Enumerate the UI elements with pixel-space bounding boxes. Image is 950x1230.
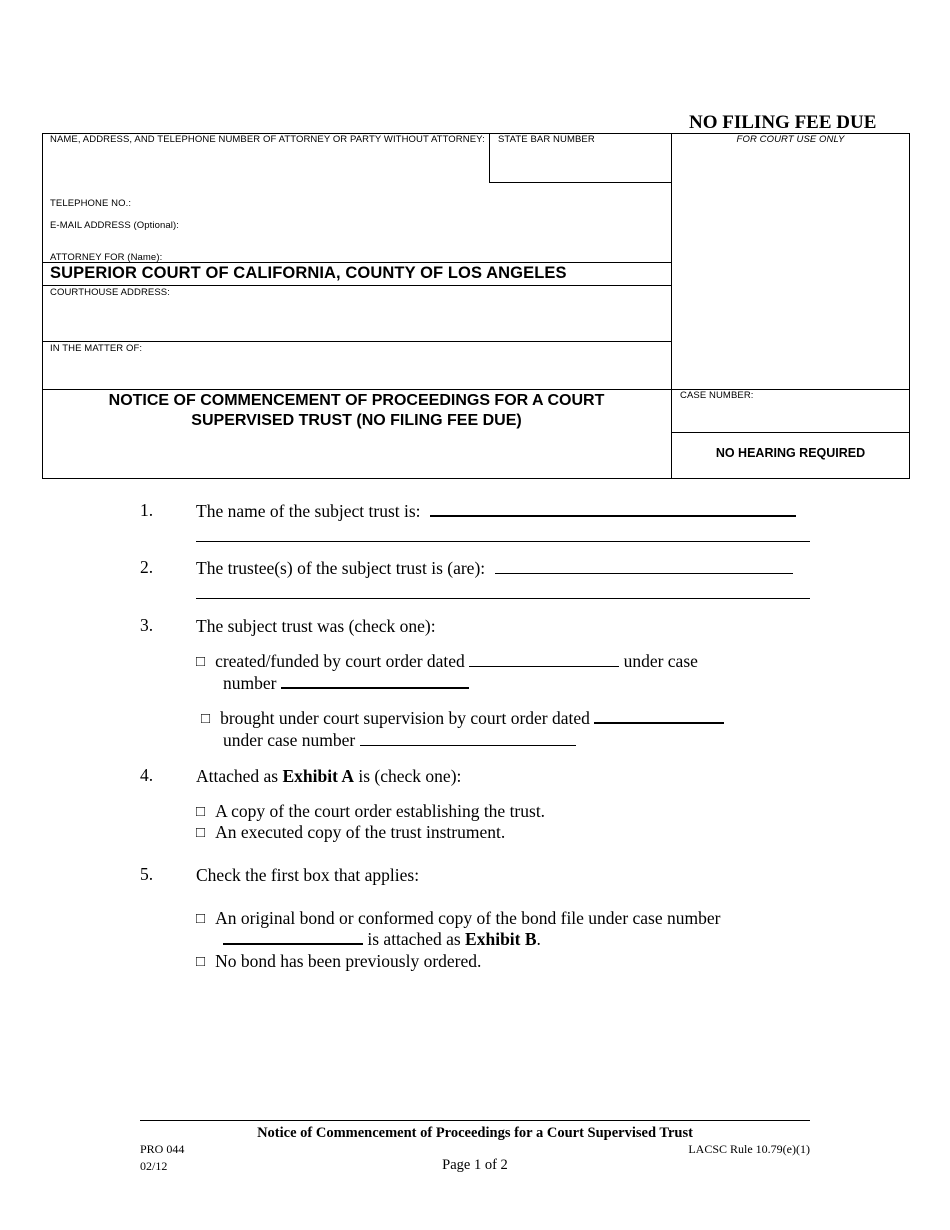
bond-attached-checkbox[interactable]: □ xyxy=(196,911,206,927)
item-5-option-2 xyxy=(196,950,481,974)
item-5-option-1-attached: is attached as xyxy=(367,929,461,949)
exhibit-a-label: Exhibit A xyxy=(282,766,354,786)
supervision-order-date-field[interactable] xyxy=(594,708,724,724)
created-case-number-field[interactable] xyxy=(281,673,469,689)
case-number-label: CASE NUMBER: xyxy=(680,390,754,401)
form-title-line1: NOTICE OF COMMENCEMENT OF PROCEEDINGS FOR A COURT xyxy=(108,392,605,409)
court-name: SUPERIOR COURT OF CALIFORNIA, COUNTY OF LOS ANGELES xyxy=(50,264,567,282)
item-3-option-2 xyxy=(201,707,724,731)
court-supervision-checkbox[interactable]: □ xyxy=(201,711,211,727)
item-2-label: The trustee(s) of the subject trust is (are): xyxy=(196,558,486,578)
item-3-option-1-under-case: under case xyxy=(623,651,698,671)
item-5-number: 5. xyxy=(140,864,154,884)
footer-title: Notice of Commencement of Proceedings for a Court Supervised Trust xyxy=(257,1125,693,1141)
item-5-option-1-period: . xyxy=(536,929,541,949)
footer-rule xyxy=(140,1120,810,1121)
page-number: Page 1 of 2 xyxy=(442,1157,508,1173)
item-5-option-1-text: An original bond or conformed copy of the bond file under case number xyxy=(215,908,721,928)
item-1-text xyxy=(196,500,796,522)
telephone-label: TELEPHONE NO.: xyxy=(50,198,132,209)
trust-instrument-copy-checkbox[interactable]: □ xyxy=(196,825,206,841)
form-number: PRO 044 xyxy=(140,1142,185,1156)
item-4-text-post: is (check one): xyxy=(358,766,462,786)
item-5-text: Check the first box that applies: xyxy=(196,865,420,885)
rule-citation: LACSC Rule 10.79(e)(1) xyxy=(688,1142,810,1156)
form-title-line2: SUPERVISED TRUST (NO FILING FEE DUE) xyxy=(191,412,522,429)
form-title xyxy=(42,391,671,431)
trustee-continuation-line[interactable] xyxy=(196,598,810,599)
supervision-case-number-field[interactable] xyxy=(360,731,576,746)
item-5-option-1-line2 xyxy=(223,928,541,950)
item-3-text: The subject trust was (check one): xyxy=(196,616,436,636)
court-order-copy-checkbox[interactable]: □ xyxy=(196,804,206,820)
item-3-number: 3. xyxy=(140,615,154,635)
created-order-date-field[interactable] xyxy=(469,652,619,667)
item-2-text xyxy=(196,557,793,579)
item-3-option-1-number-label: number xyxy=(223,673,277,693)
item-5-option-2-text: No bond has been previously ordered. xyxy=(215,951,482,971)
item-3-option-2-text: brought under court supervision by court order dated xyxy=(220,708,590,728)
item-4-text-pre: Attached as xyxy=(196,766,279,786)
trustee-name-field[interactable] xyxy=(495,559,793,574)
state-bar-label: STATE BAR NUMBER xyxy=(498,134,595,145)
bond-case-number-field[interactable] xyxy=(223,929,363,945)
no-hearing-required: NO HEARING REQUIRED xyxy=(715,446,866,460)
court-order-created-checkbox[interactable]: □ xyxy=(196,654,206,670)
item-3-option-2-line2 xyxy=(223,729,576,751)
court-use-label: FOR COURT USE ONLY xyxy=(736,134,845,145)
trust-name-field[interactable] xyxy=(430,501,796,517)
email-label: E-MAIL ADDRESS (Optional): xyxy=(50,220,179,231)
item-3-option-2-case-label: under case number xyxy=(223,730,356,750)
item-4-text xyxy=(196,765,461,787)
item-3-option-1 xyxy=(196,650,698,674)
exhibit-b-label: Exhibit B xyxy=(465,929,537,949)
item-1-label: The name of the subject trust is: xyxy=(196,501,421,521)
item-1-number: 1. xyxy=(140,500,154,520)
item-4-number: 4. xyxy=(140,765,154,785)
revision-date: 02/12 xyxy=(140,1159,168,1173)
attorney-label: NAME, ADDRESS, AND TELEPHONE NUMBER OF ATTORNEY OR PARTY WITHOUT ATTORNEY: xyxy=(50,134,485,145)
item-3-option-1-text: created/funded by court order dated xyxy=(215,651,465,671)
item-4-option-2-text: An executed copy of the trust instrument. xyxy=(215,822,506,842)
no-filing-fee-heading: NO FILING FEE DUE xyxy=(689,112,877,133)
attorney-for-label: ATTORNEY FOR (Name): xyxy=(50,252,163,263)
no-bond-checkbox[interactable]: □ xyxy=(196,954,206,970)
item-3-option-1-line2 xyxy=(223,672,469,694)
item-4-option-2 xyxy=(196,821,505,845)
item-2-number: 2. xyxy=(140,557,154,577)
trust-name-continuation-line[interactable] xyxy=(196,541,810,542)
matter-label: IN THE MATTER OF: xyxy=(50,343,143,354)
item-4-option-1-text: A copy of the court order establishing the trust. xyxy=(215,801,546,821)
courthouse-address-label: COURTHOUSE ADDRESS: xyxy=(50,287,170,298)
